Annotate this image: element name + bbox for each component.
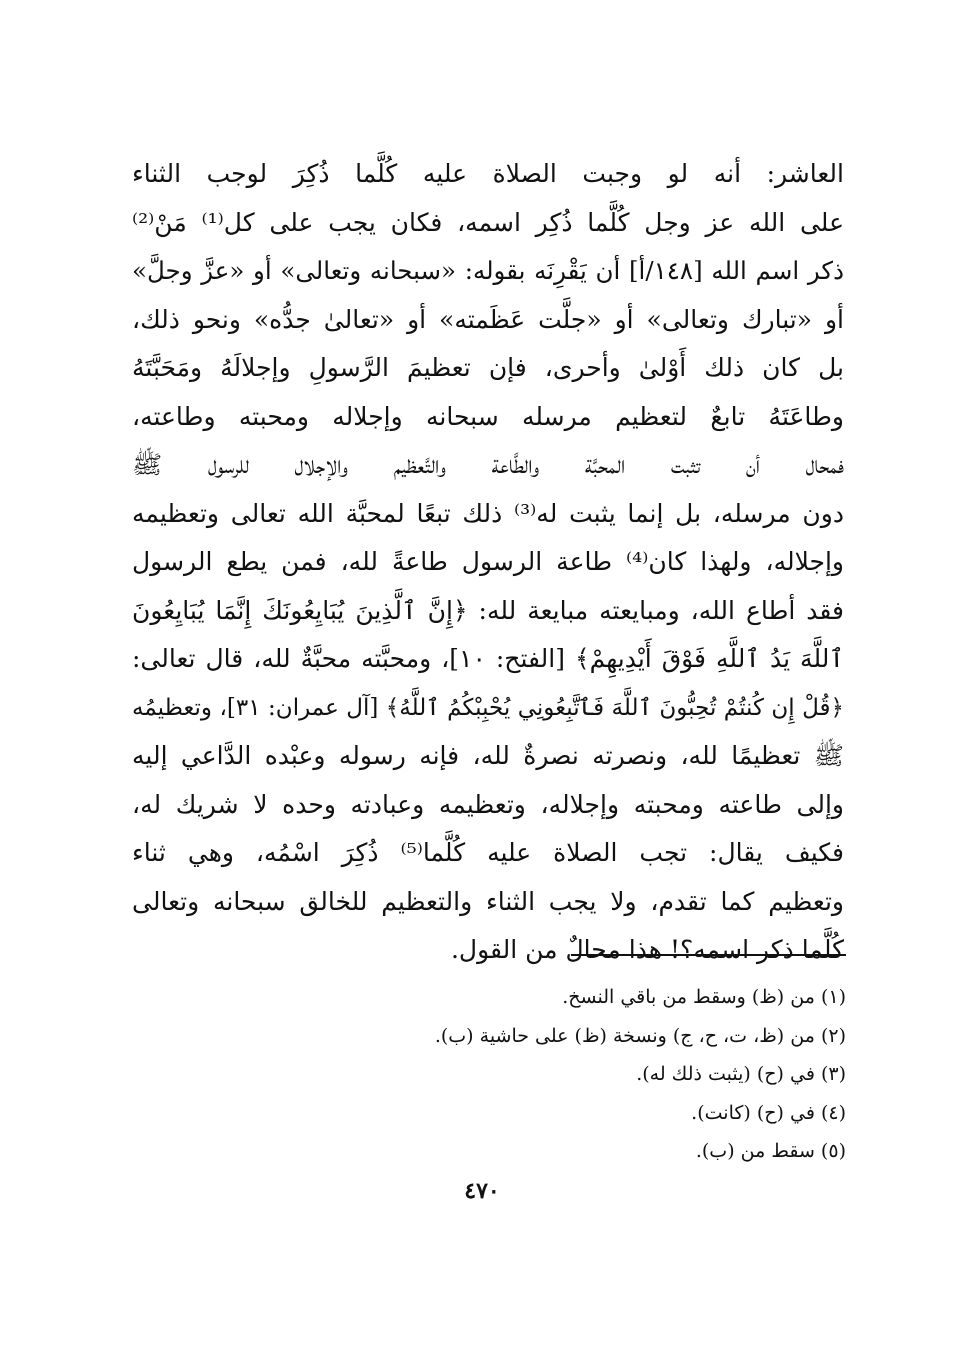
text-line: العاشر: أنه لو وجبت الصلاة عليه كُلَّما ذُكِرَ لوجب الثناء bbox=[132, 159, 844, 188]
text-line: فكيف يقال: تجب الصلاة عليه كُلَّما⁽⁵⁾ ذُكِرَ اسْمُه، وهي ثناء bbox=[132, 838, 844, 867]
text-line: وإجلاله، ولهذا كان⁽⁴⁾ طاعة الرسول طاعةً لله، فمن يطع الرسول bbox=[132, 547, 844, 576]
text-line: ﴿قُلْ إِن كُنتُمْ تُحِبُّونَ ٱللَّهَ فَٱتَّبِعُونِي يُحْبِبْكُمُ ٱللَّهُ﴾ [آل عمران: ٣١]، وتعظيمُه bbox=[132, 694, 844, 721]
text-line: بل كان ذلك أَوْلىٰ وأحرى، فإن تعظيمَ الرَّسولِ وإجلالَهُ ومَحَبَّتَهُ bbox=[132, 353, 844, 382]
text-line: كُلَّما ذكر اسمه؟! هذا محالٌ من القول. bbox=[450, 935, 844, 964]
footnote: (٥) سقط من (ب). bbox=[695, 1140, 846, 1162]
footnote-separator bbox=[571, 954, 846, 956]
page-number: ٤٧٠ bbox=[464, 1178, 500, 1204]
text-line: أو «تبارك وتعالى» أو «جلَّت عَظَمته» أو «تعالىٰ جدُّه» ونحو ذلك، bbox=[132, 304, 844, 334]
text-line: ٱللَّهَ يَدُ ٱللَّهِ فَوْقَ أَيْدِيهِمْ﴾ [الفتح: ١٠]، ومحبَّته محبَّةٌ لله، قال تعالى: bbox=[132, 644, 844, 673]
footnote: (٣) في (ح) (يثبت ذلك له). bbox=[636, 1063, 846, 1085]
footnote: (٢) من (ظ، ت، ح، ج) ونسخة (ظ) على حاشية (ب). bbox=[434, 1024, 846, 1047]
text-line: دون مرسله، بل إنما يثبت له⁽³⁾ ذلك تبعًا لمحبَّة الله تعالى وتعظيمه bbox=[132, 498, 844, 528]
text-line: فقد أطاع الله، ومبايعته مبايعة لله: ﴿إِنَّ ٱلَّذِينَ يُبَايِعُونَكَ إِنَّمَا يُبَايِعُونَ bbox=[132, 595, 844, 625]
text-line: وطاعَتَهُ تابعٌ لتعظيم مرسله سبحانه وإجلاله ومحبته وطاعته، bbox=[132, 401, 844, 431]
footnote: (٤) في (ح) (كانت). bbox=[691, 1101, 846, 1124]
main-text-block bbox=[132, 150, 844, 975]
text-line: فمحال أن تثبت المحبَّة والطَّاعة والتَّعظيم والإجلال للرسول ﷺ bbox=[132, 450, 844, 479]
text-line: على الله عز وجل كُلَّما ذُكِر اسمه، فكان يجب على كل⁽¹⁾ مَنْ⁽²⁾ bbox=[132, 207, 844, 237]
text-line: ﷺ تعظيمًا لله، ونصرته نصرةٌ لله، فإنه رسوله وعبْده الدَّاعي إليه bbox=[132, 741, 844, 770]
footnote: (١) من (ظ) وسقط من باقي النسخ. bbox=[562, 986, 846, 1008]
text-line: وإلى طاعته ومحبته وإجلاله، وتعظيمه وعبادته وحده لا شريك له، bbox=[132, 789, 844, 819]
text-line: وتعظيم كما تقدم، ولا يجب الثناء والتعظيم للخالق سبحانه وتعالى bbox=[132, 886, 844, 916]
footnotes-block bbox=[300, 978, 846, 1171]
text-line: ذكر اسم الله [١٤٨/أ] أن يَقْرِنَه بقوله: «سبحانه وتعالى» أو «عزَّ وجلَّ» bbox=[132, 256, 844, 285]
